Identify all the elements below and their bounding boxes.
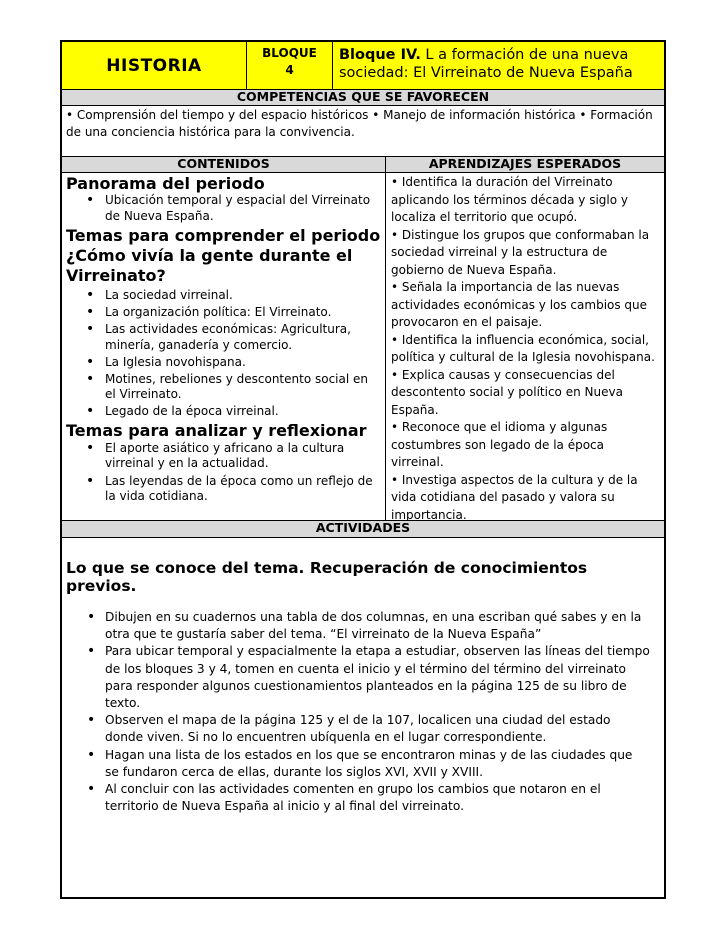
header-row (62, 42, 664, 90)
competencias-heading: COMPETENCIAS QUE SE FAVORECEN (62, 90, 664, 106)
actividades-body (62, 538, 664, 897)
bloque-label: BLOQUE (262, 46, 317, 60)
temas-comprender-title: Temas para comprender el periodo ¿Cómo vivía la gente durante el Virreinato? (66, 226, 381, 285)
temas-analizar-list (62, 441, 381, 505)
contenidos-column (62, 157, 386, 520)
temas-analizar-title: Temas para analizar y reflexionar (66, 420, 367, 440)
aprendizajes-column (386, 157, 664, 520)
bloque-label-cell (247, 42, 333, 89)
contenidos-aprendizajes-section (62, 157, 664, 521)
list-item: • Legado de la época virreinal. (62, 404, 381, 420)
list-item: • Dibujen en su cuadernos una tabla de dos columnas, en una escriban qué sabes y en la otra que te gustaría saber del tema. “El virreinato de la Nueva España” (62, 609, 650, 643)
panorama-list (62, 193, 381, 224)
list-item: • Motines, rebeliones y descontento social en el Virreinato. (62, 372, 381, 403)
list-item: • La organización política: El Virreinato. (62, 305, 381, 321)
aprendizaje-item: • Investiga aspectos de la cultura y de la vida cotidiana del pasado y valora su importancia. (391, 472, 638, 522)
panorama-title: Panorama del periodo (66, 174, 265, 193)
list-item: • Las actividades económicas: Agricultura, minería, ganadería y comercio. (62, 322, 381, 353)
list-item: • La Iglesia novohispana. (62, 355, 381, 371)
aprendizajes-heading: APRENDIZAJES ESPERADOS (386, 157, 664, 173)
list-item: • Las leyendas de la época como un reflejo de la vida cotidiana. (62, 474, 381, 505)
list-item: • La sociedad virreinal. (62, 288, 381, 304)
bloque-title (333, 42, 664, 89)
subject-title: HISTORIA (62, 42, 247, 89)
list-item: • Para ubicar temporal y espacialmente la etapa a estudiar, observen las líneas del tiempo de los bloques 3 y 4, tomen en cuenta el inicio y el término del término del virreinato para responder algunos cuestionamientos planteados en la página 125 de su libro de texto. (62, 643, 650, 712)
list-item: • Ubicación temporal y espacial del Virreinato de Nueva España. (62, 193, 381, 224)
competencias-text: • Comprensión del tiempo y del espacio históricos • Manejo de información histórica • Formación de una conciencia histórica para la convivencia. (62, 106, 664, 157)
planning-sheet (60, 40, 666, 899)
aprendizaje-item: • Señala la importancia de las nuevas actividades económicas y los cambios que provocaron en el paisaje. (391, 280, 648, 329)
aprendizajes-list (386, 173, 664, 524)
aprendizaje-item: • Reconoce que el idioma y algunas costumbres son legado de la época virreinal. (391, 420, 608, 469)
actividades-heading: ACTIVIDADES (62, 521, 664, 538)
list-item: • Hagan una lista de los estados en los que se encontraron minas y de las ciudades que se fundaron cerca de ellas, durante los siglos XVI, XVII y XVIII. (62, 747, 650, 781)
aprendizaje-item: • Distingue los grupos que conformaban la sociedad virreinal y la estructura de gobierno de Nueva España. (391, 227, 650, 277)
list-item: • Al concluir con las actividades comenten en grupo los cambios que notaron en el territorio de Nueva España al inicio y al final del virreinato. (62, 781, 650, 815)
bloque-title-bold: Bloque IV. (339, 47, 421, 63)
bloque-number: 4 (285, 63, 294, 77)
contenidos-heading: CONTENIDOS (62, 157, 385, 173)
temas-comprender-list (62, 288, 381, 420)
aprendizaje-item: • Explica causas y consecuencias del descontento social y político en Nueva España. (391, 367, 623, 417)
list-item: • Observen el mapa de la página 125 y el de la 107, localicen una ciudad del estado donde viven. Si no lo encuentren ubíquenla en el lugar correspondiente. (62, 712, 650, 746)
bloque-title-rest: L a formación de una nueva sociedad: El Virreinato de Nueva España (339, 47, 633, 81)
actividades-list (62, 609, 664, 815)
aprendizaje-item: • Identifica la duración del Virreinato aplicando los términos década y siglo y localiza el territorio que ocupó. (391, 175, 629, 224)
actividades-title: Lo que se conoce del tema. Recuperación de conocimientos previos. (66, 559, 588, 595)
list-item: • El aporte asiático y africano a la cultura virreinal y en la actualidad. (62, 441, 381, 472)
aprendizaje-item: • Identifica la influencia económica, social, política y cultural de la Iglesia novohispana. (391, 332, 655, 364)
